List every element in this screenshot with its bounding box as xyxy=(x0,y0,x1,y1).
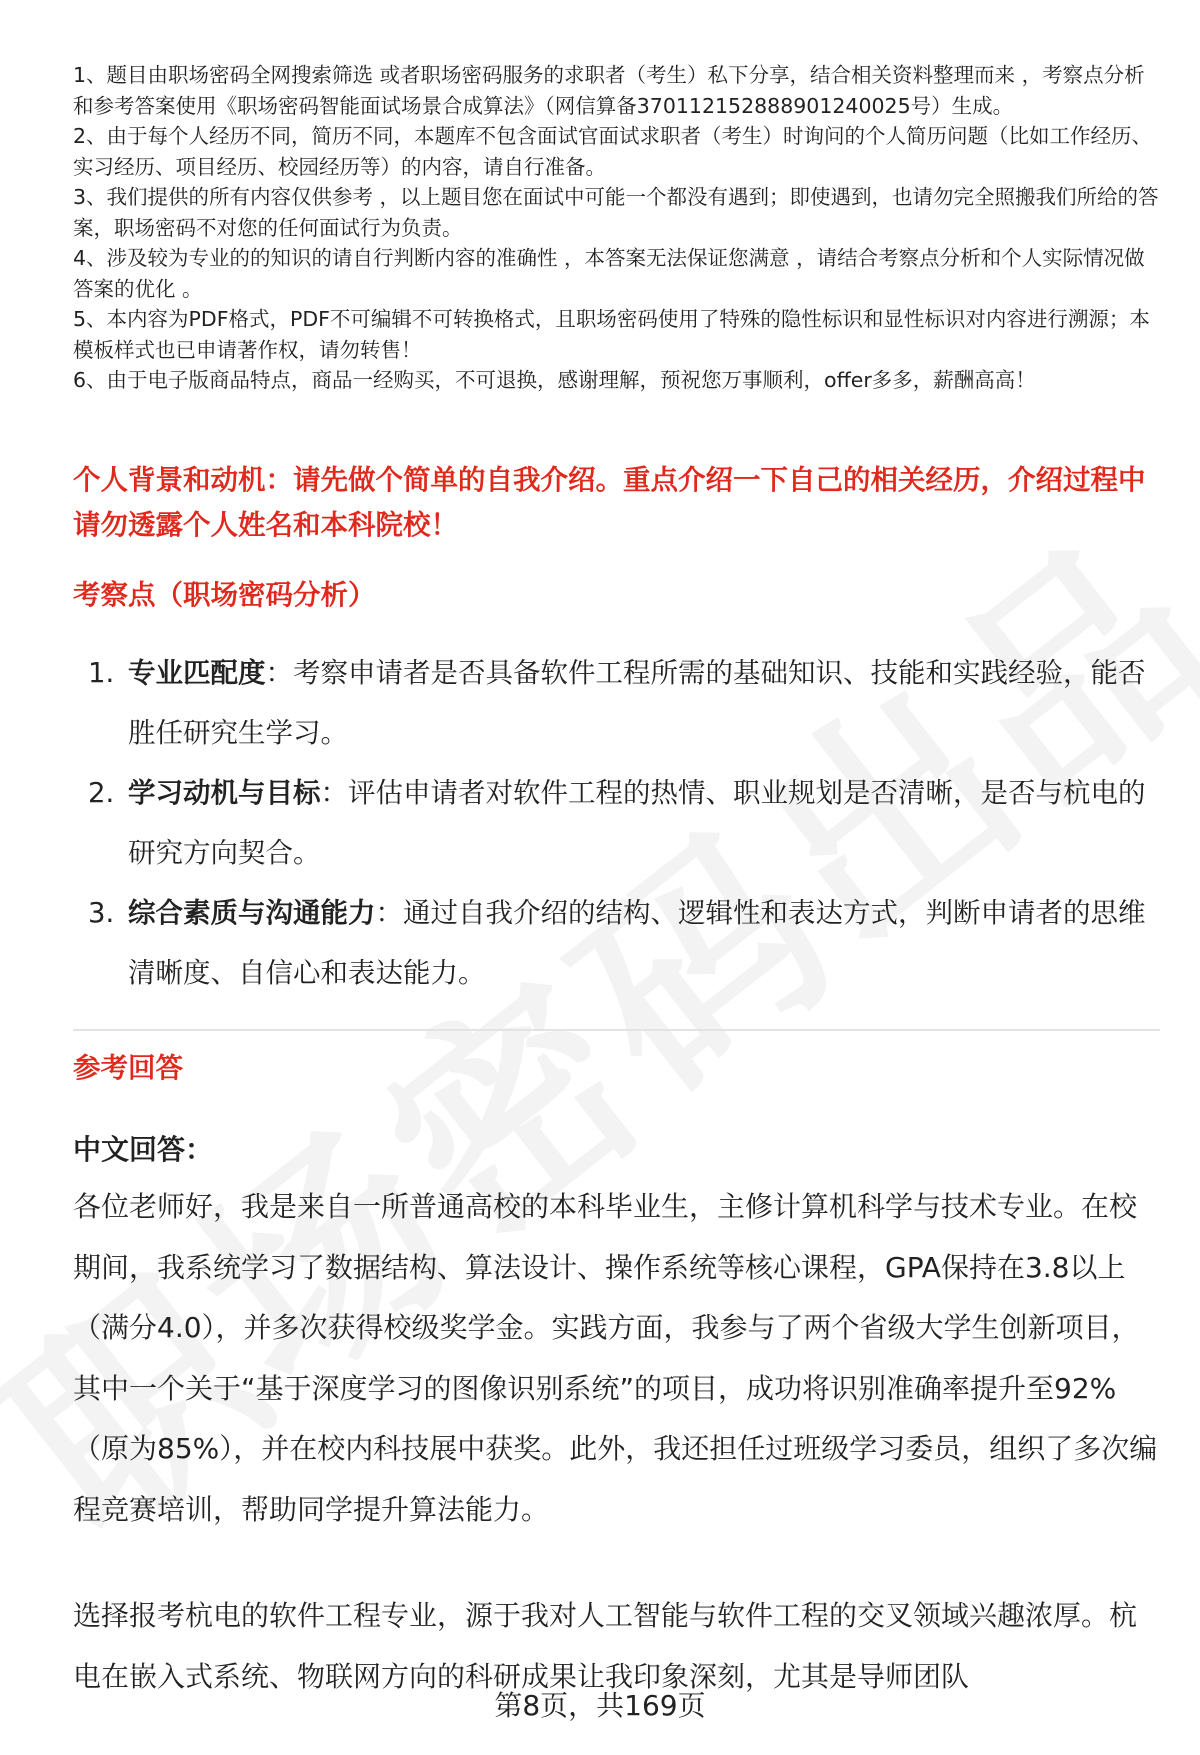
point-number: 3. xyxy=(88,897,115,929)
analysis-title: 考察点（职场密码分析） xyxy=(73,579,376,611)
analysis-point xyxy=(73,763,1160,883)
point-separator: ： xyxy=(265,657,293,689)
notice-list xyxy=(73,60,1160,396)
point-separator: ： xyxy=(375,897,403,929)
answer-title: 参考回答 xyxy=(73,1052,183,1084)
point-text: 通过自我介绍的结构、逻辑性和表达方式，判断申请者的思维清晰度、自信心和表达能力。 xyxy=(128,897,1146,989)
point-label: 专业匹配度 xyxy=(128,657,266,689)
analysis-point xyxy=(73,883,1160,1003)
notice-item: 3、我们提供的所有内容仅供参考 ，以上题目您在面试中可能一个都没有遇到；即使遇到，也请勿完全照搬我们所给的答案，职场密码不对您的任何面试行为负责。 xyxy=(73,185,1159,240)
page-number: 第8页，共169页 xyxy=(494,1689,706,1722)
question-heading: 个人背景和动机：请先做个简单的自我介绍。重点介绍一下自己的相关经历，介绍过程中请勿透露个人姓名和本科院校！ xyxy=(73,464,1146,541)
point-number: 1. xyxy=(88,657,115,689)
point-label: 综合素质与沟通能力 xyxy=(128,897,376,929)
point-text: 考察申请者是否具备软件工程所需的基础知识、技能和实践经验，能否胜任研究生学习。 xyxy=(128,657,1146,749)
chinese-answer-label: 中文回答： xyxy=(73,1133,214,1166)
notice-item: 1、题目由职场密码全网搜索筛选 或者职场密码服务的求职者（考生）私下分享，结合相关资料整理而来 ，考察点分析和参考答案使用《职场密码智能面试场景合成算法》（网信算备370112152888901240025号）生成。 xyxy=(73,63,1145,118)
point-text: 评估申请者对软件工程的热情、职业规划是否清晰，是否与杭电的研究方向契合。 xyxy=(128,777,1146,869)
answer-paragraph: 选择报考杭电的软件工程专业，源于我对人工智能与软件工程的交叉领域兴趣浓厚。杭电在嵌入式系统、物联网方向的科研成果让我印象深刻，尤其是导师团队 xyxy=(73,1599,1138,1693)
notice-item: 5、本内容为PDF格式，PDF不可编辑不可转换格式，且职场密码使用了特殊的隐性标识和显性标识对内容进行溯源；本模板样式也已申请著作权，请勿转售！ xyxy=(73,307,1150,362)
section-divider xyxy=(73,1029,1160,1031)
answer-paragraph: 各位老师好，我是来自一所普通高校的本科毕业生，主修计算机科学与技术专业。在校期间，我系统学习了数据结构、算法设计、操作系统等核心课程，GPA保持在3.8以上（满分4.0），并多次获得校级奖学金。实践方面，我参与了两个省级大学生创新项目，其中一个关于“基于深度学习的图像识别系统”的项目，成功将识别准确率提升至92%（原为85%），并在校内科技展中获奖。此外，我还担任过班级学习委员，组织了多次编程竞赛培训，帮助同学提升算法能力。 xyxy=(73,1190,1158,1526)
notice-item: 4、涉及较为专业的的知识的请自行判断内容的准确性 ，本答案无法保证您满意 ，请结合考察点分析和个人实际情况做答案的优化 。 xyxy=(73,246,1145,301)
analysis-point xyxy=(73,643,1160,763)
notice-item: 6、由于电子版商品特点，商品一经购买，不可退换，感谢理解，预祝您万事顺利，offer多多，薪酬高高！ xyxy=(73,368,1036,392)
point-number: 2. xyxy=(88,777,115,809)
analysis-points xyxy=(73,643,1160,1003)
point-separator: ： xyxy=(320,777,348,809)
point-label: 学习动机与目标 xyxy=(128,777,321,809)
notice-item: 2、由于每个人经历不同，简历不同，本题库不包含面试官面试求职者（考生）时询问的个人简历问题（比如工作经历、实习经历、项目经历、校园经历等）的内容，请自行准备。 xyxy=(73,124,1153,179)
